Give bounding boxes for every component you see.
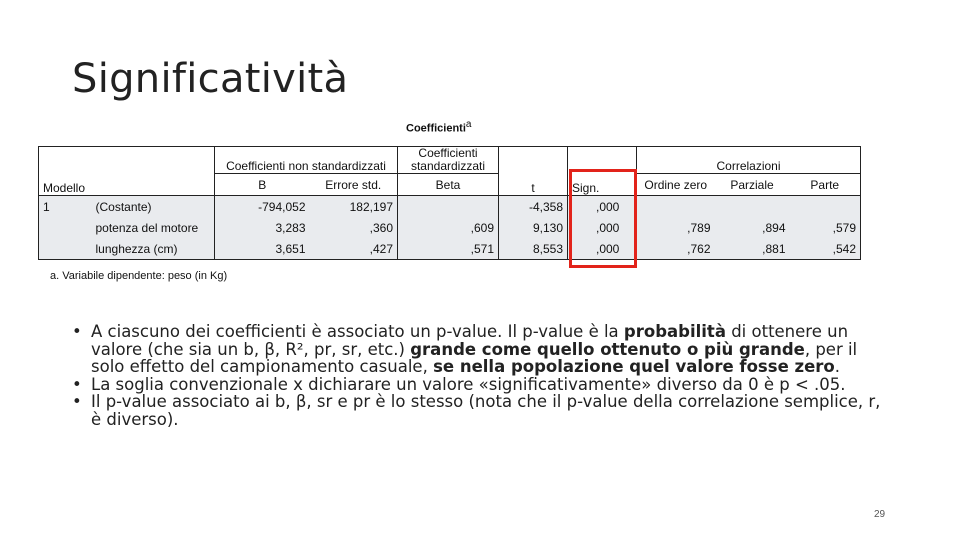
std-label-2: standardizzati — [410, 159, 486, 173]
ordine-header — [637, 174, 715, 196]
bullet-list — [72, 323, 892, 428]
bullet-1-text-b: di ottenere un valore (che sia un b, β, R², pr, sr, etc.) — [91, 322, 849, 359]
bullet-1-text-a: A ciascuno dei coefficienti è associato un p-value. Il p-value è la — [91, 322, 624, 341]
bullet-item-1 — [72, 323, 892, 376]
page-number: 29 — [874, 509, 886, 520]
modello-header — [39, 147, 215, 196]
sign-column-highlight — [569, 169, 637, 268]
t-label: t — [531, 181, 535, 195]
slide-title: Significatività — [72, 56, 349, 102]
err-label: Errore std. — [325, 177, 382, 192]
parte-header — [790, 174, 861, 196]
bullet-item-2 — [72, 376, 892, 394]
bullet-2-text: La soglia convenzionale x dichiarare un valore «significativamente» diverso da 0 è p < .05. — [91, 374, 846, 394]
table-caption-text: Coefficienti — [406, 122, 466, 135]
ordine-label: Ordine zero — [644, 177, 708, 192]
bullet-1-bold-grande: grande come quello ottenuto o più grande — [410, 339, 805, 359]
table-row — [39, 217, 861, 238]
parziale-label: Parziale — [730, 177, 774, 192]
corr-header — [637, 147, 861, 174]
bullet-1-bold-probability: probabilità — [623, 322, 726, 341]
row-num: 1 — [39, 196, 92, 218]
bullet-3-text: Il p-value associato ai b, β, sr e pr è lo stesso (nota che il p-value della correlazione semplice, r, è diverso). — [91, 392, 881, 429]
cell-err: ,360 — [310, 217, 398, 238]
cell-parte — [790, 196, 861, 218]
beta-label: Beta — [435, 177, 461, 192]
b-label: B — [258, 177, 267, 192]
std-header — [398, 147, 499, 174]
row-label: lunghezza (cm) — [92, 238, 215, 260]
bullet-1-bold-zero: se nella popolazione quel valore fosse zero — [433, 357, 835, 376]
bullet-item-3 — [72, 393, 892, 428]
parziale-header — [715, 174, 790, 196]
cell-t: 9,130 — [499, 217, 568, 238]
cell-beta: ,609 — [398, 217, 499, 238]
cell-parziale — [715, 196, 790, 218]
row-num — [39, 217, 92, 238]
cell-sign: ,000 — [568, 217, 637, 238]
cell-beta: ,571 — [398, 238, 499, 260]
unstd-header — [215, 147, 398, 174]
cell-b: 3,283 — [215, 217, 310, 238]
corr-label: Correlazioni — [716, 159, 781, 173]
table-footnote: a. Variabile dipendente: peso (in Kg) — [50, 270, 228, 282]
cell-sign: ,000 — [568, 196, 637, 218]
beta-header — [398, 174, 499, 196]
table-caption — [406, 119, 471, 135]
parte-label: Parte — [810, 177, 840, 192]
row-label: potenza del motore — [92, 217, 215, 238]
std-label-1: Coefficienti — [418, 146, 478, 160]
cell-parziale: ,881 — [715, 238, 790, 260]
modello-label: Modello — [43, 181, 86, 195]
table-row — [39, 238, 861, 260]
cell-t: 8,553 — [499, 238, 568, 260]
bullet-dot: • — [72, 322, 82, 341]
bullet-dot: • — [72, 392, 82, 411]
row-label: (Costante) — [92, 196, 215, 218]
cell-err: ,427 — [310, 238, 398, 260]
cell-b: 3,651 — [215, 238, 310, 260]
cell-sign: ,000 — [568, 238, 637, 260]
err-header — [310, 174, 398, 196]
cell-parziale: ,894 — [715, 217, 790, 238]
table-row — [39, 196, 861, 218]
cell-ordine: ,789 — [637, 217, 715, 238]
bullet-1-text-d: . — [834, 357, 841, 376]
bullet-dot: • — [72, 374, 82, 394]
cell-t: -4,358 — [499, 196, 568, 218]
cell-err: 182,197 — [310, 196, 398, 218]
sign-label: Sign. — [572, 181, 600, 195]
cell-ordine: ,762 — [637, 238, 715, 260]
header-row-1 — [39, 147, 861, 174]
b-header — [215, 174, 310, 196]
row-num — [39, 238, 92, 260]
t-header-cell — [499, 147, 568, 196]
cell-beta — [398, 196, 499, 218]
coefficients-table — [38, 146, 861, 260]
bullet-1-text-c: , per il solo effetto del campionamento casuale, — [91, 339, 858, 376]
table-caption-sup: a — [465, 119, 472, 130]
cell-parte: ,579 — [790, 217, 861, 238]
cell-ordine — [637, 196, 715, 218]
unstd-label: Coefficienti non standardizzati — [226, 159, 386, 173]
cell-b: -794,052 — [215, 196, 310, 218]
cell-parte: ,542 — [790, 238, 861, 260]
